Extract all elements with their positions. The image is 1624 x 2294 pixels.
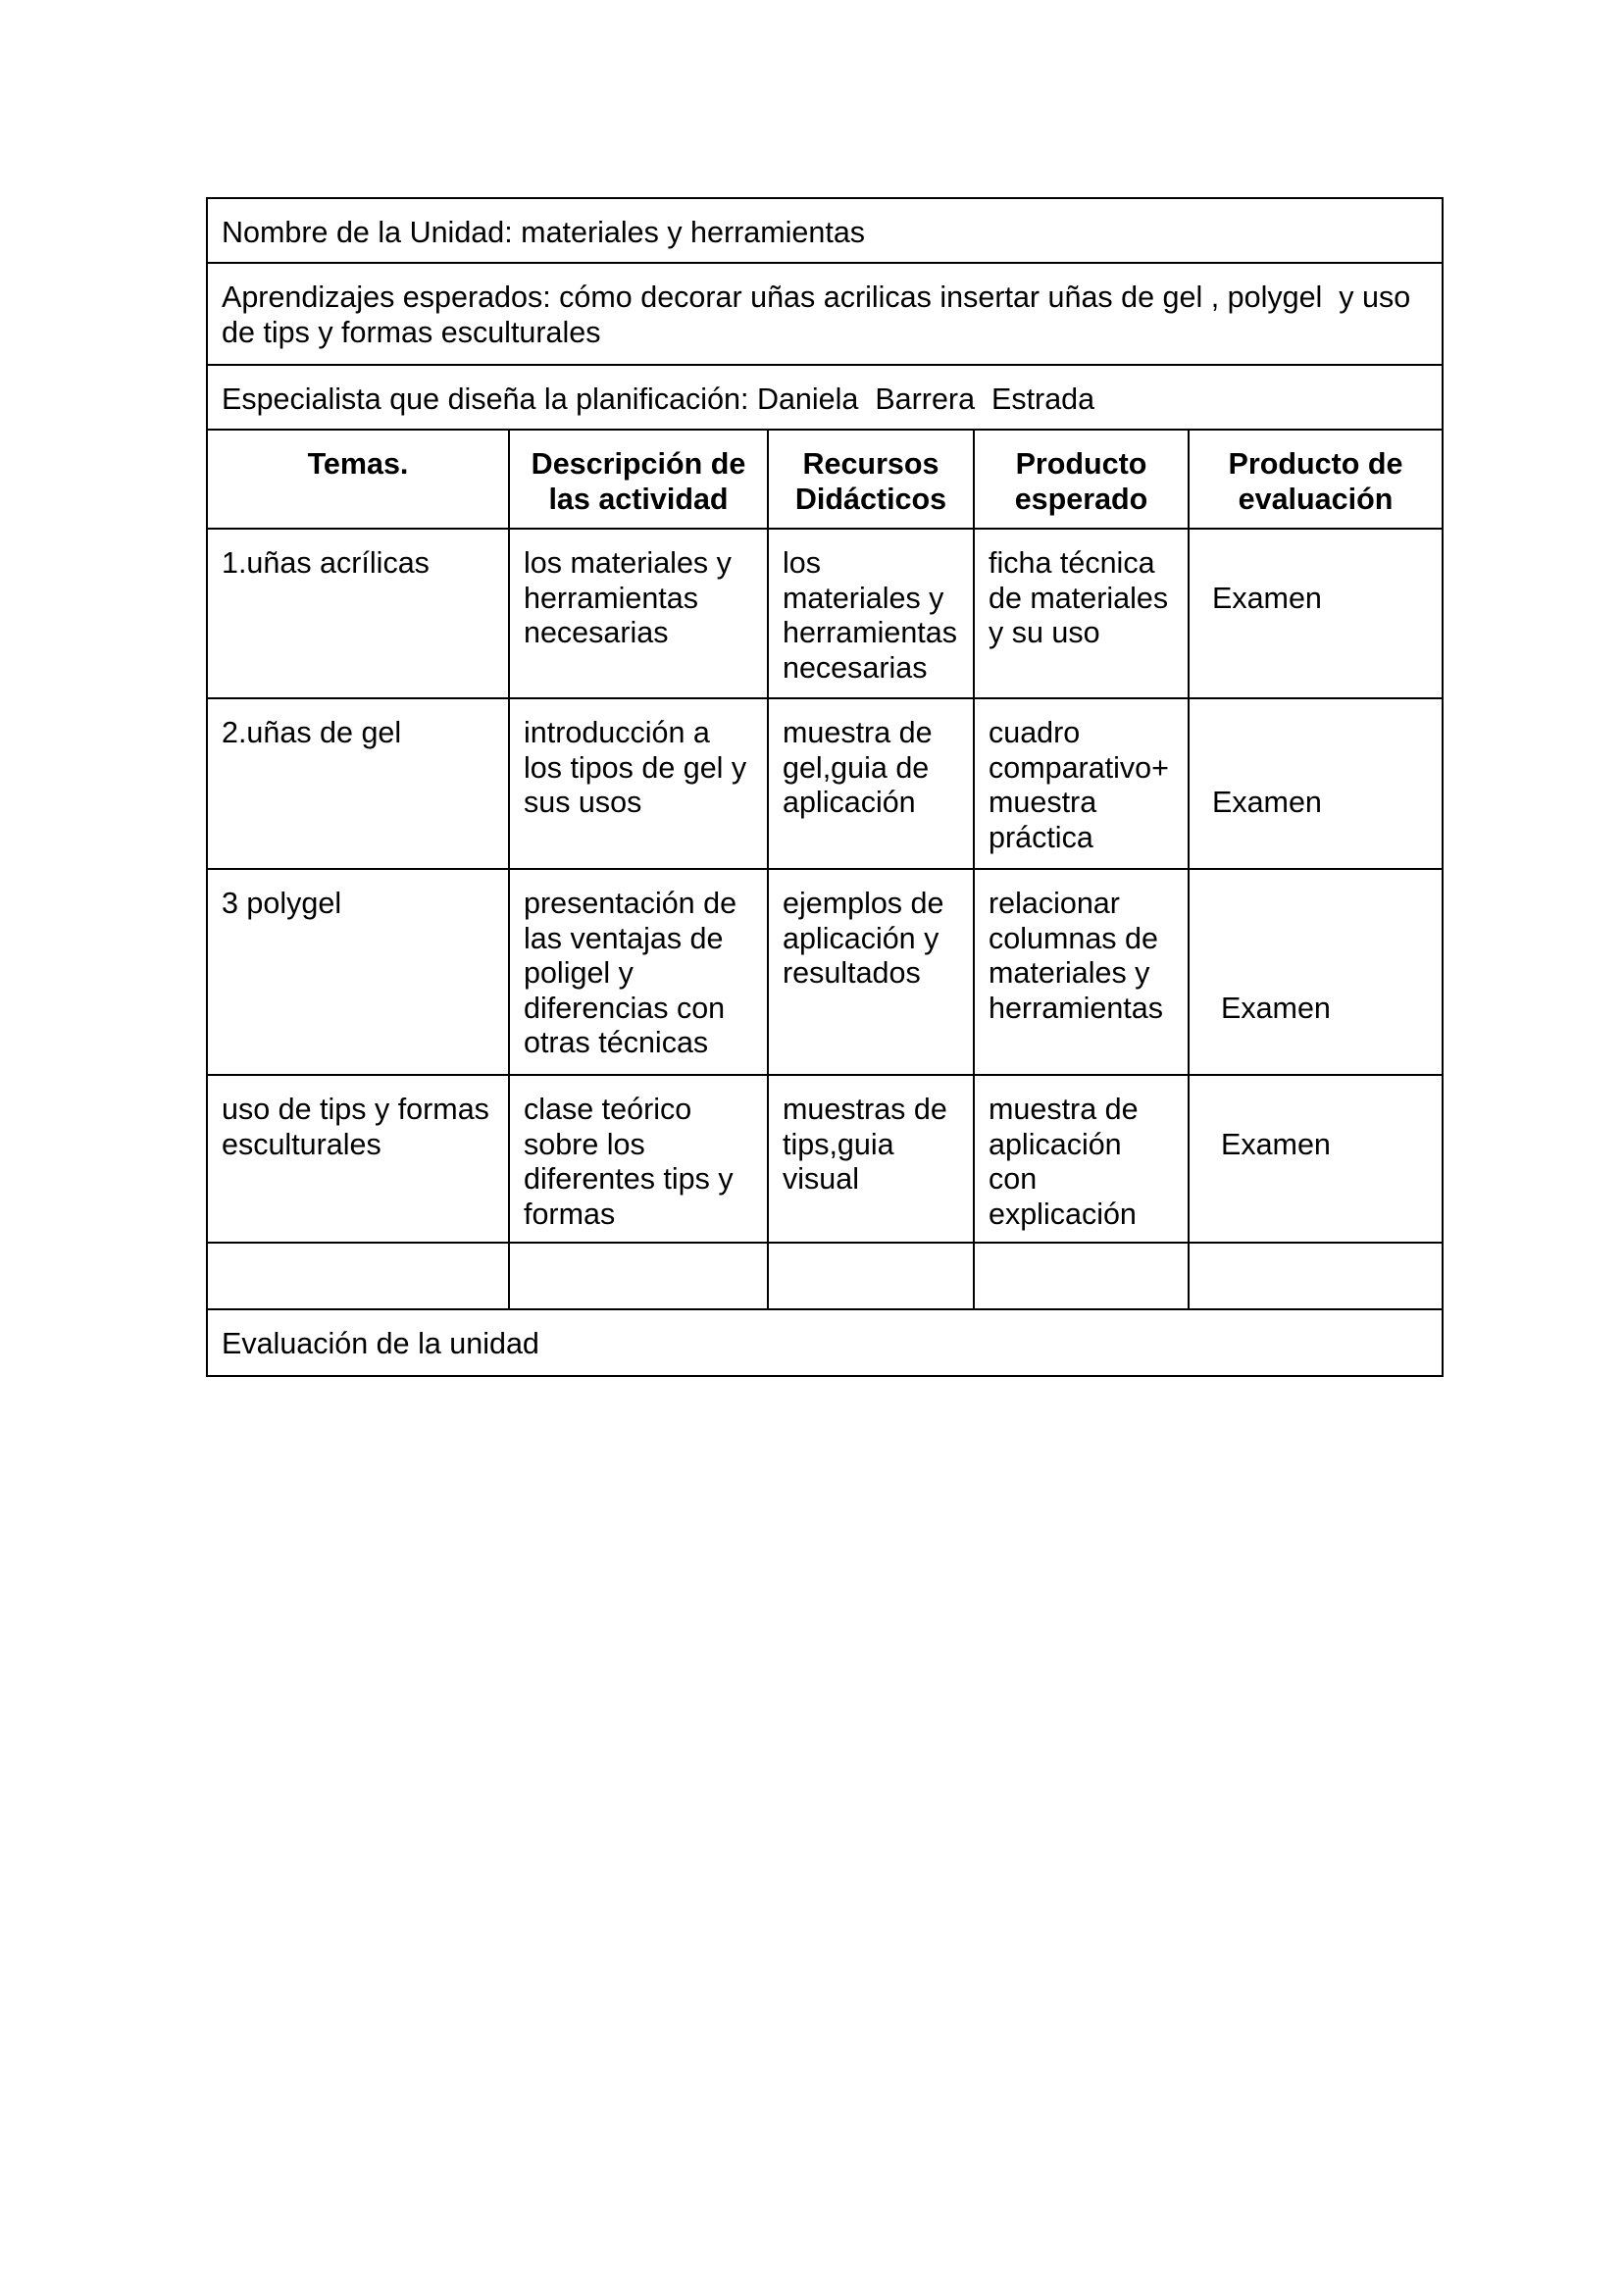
empty-cell — [975, 1244, 1190, 1310]
resources-cell: ejemplos de aplicación y resultados — [769, 870, 975, 1076]
description-cell: introducción a los tipos de gel y sus usos — [510, 699, 769, 870]
expected-product-cell: cuadro comparativo+ muestra práctica — [975, 699, 1190, 870]
planning-table — [206, 197, 1444, 1377]
expected-product-cell: muestra de aplicación con explicación — [975, 1076, 1190, 1244]
resources-cell: muestras de tips,guia visual — [769, 1076, 975, 1244]
header-evaluation-product: Producto de evaluación — [1190, 431, 1444, 530]
unit-evaluation-cell: Evaluación de la unidad — [208, 1310, 1444, 1377]
resources-cell: los materiales y herramientas necesarias — [769, 530, 975, 699]
topic-cell: uso de tips y formas esculturales — [208, 1076, 510, 1244]
resources-cell: muestra de gel,guia de aplicación — [769, 699, 975, 870]
description-cell: los materiales y herramientas necesarias — [510, 530, 769, 699]
evaluation-product-cell: Examen — [1190, 699, 1444, 870]
specialist-cell: Especialista que diseña la planificación: Daniela Barrera Estrada — [208, 366, 1444, 431]
evaluation-product-cell: Examen — [1190, 870, 1444, 1076]
topic-cell: 1.uñas acrílicas — [208, 530, 510, 699]
description-cell: clase teórico sobre los diferentes tips y formas — [510, 1076, 769, 1244]
description-cell: presentación de las ventajas de poligel y diferencias con otras técnicas — [510, 870, 769, 1076]
header-topics: Temas. — [208, 431, 510, 530]
topic-cell: 3 polygel — [208, 870, 510, 1076]
topic-cell: 2.uñas de gel — [208, 699, 510, 870]
header-didactic-resources: Recursos Didácticos — [769, 431, 975, 530]
empty-cell — [769, 1244, 975, 1310]
unit-name-cell: Nombre de la Unidad: materiales y herramientas — [208, 199, 1444, 264]
evaluation-product-cell: Examen — [1190, 530, 1444, 699]
header-activity-description: Descripción de las actividad — [510, 431, 769, 530]
empty-cell — [510, 1244, 769, 1310]
header-expected-product: Producto esperado — [975, 431, 1190, 530]
expected-learning-cell: Aprendizajes esperados: cómo decorar uñas acrilicas insertar uñas de gel , polygel y uso de tips y formas esculturales — [208, 264, 1444, 366]
empty-cell — [1190, 1244, 1444, 1310]
empty-cell — [208, 1244, 510, 1310]
expected-product-cell: ficha técnica de materiales y su uso — [975, 530, 1190, 699]
evaluation-product-cell: Examen — [1190, 1076, 1444, 1244]
expected-product-cell: relacionar columnas de materiales y herramientas — [975, 870, 1190, 1076]
